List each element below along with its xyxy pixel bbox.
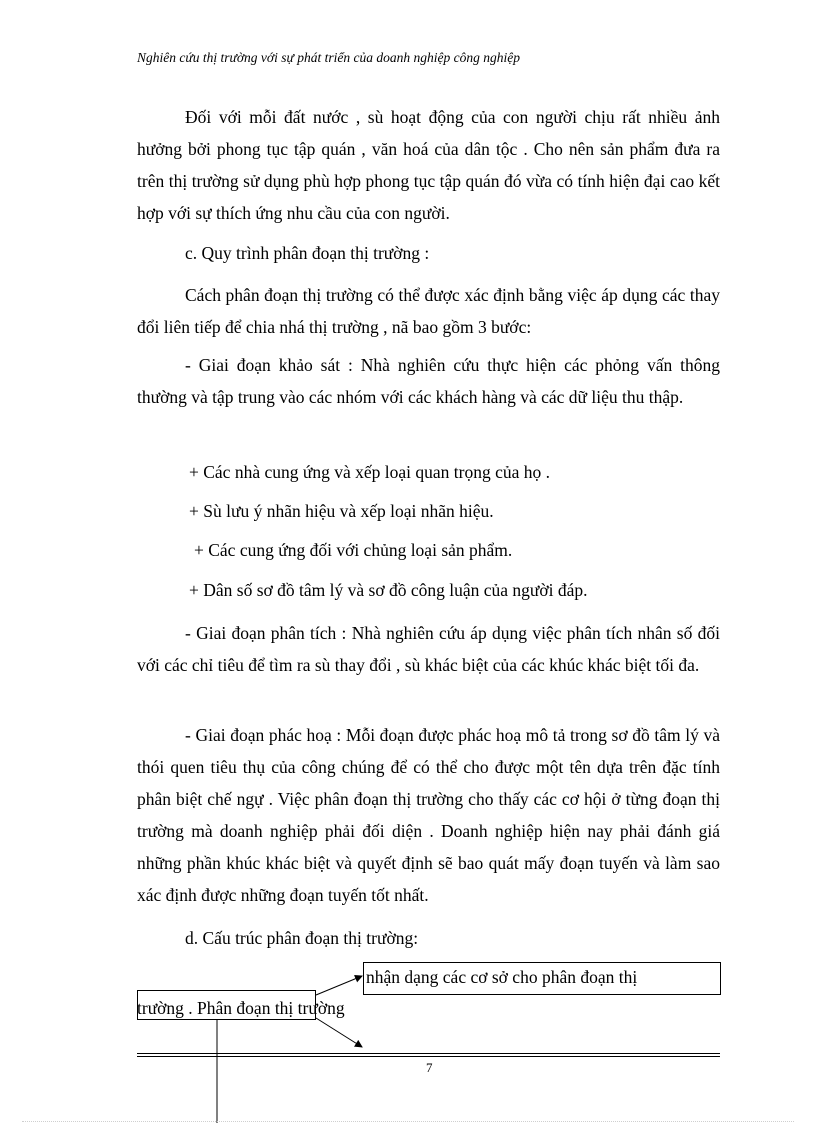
arrow-to-right-box: [316, 976, 362, 995]
footer-rule-top: [137, 1053, 720, 1054]
heading-d: d. Cấu trúc phân đoạn thị trường:: [185, 928, 419, 948]
footer-rule-bottom: [137, 1056, 720, 1057]
paragraph-2: Cách phân đoạn thị trường có thể được xác định bằng việc áp dụng các thay đổi liên tiếp để chia nhá thị trường , nã bao gồm 3 bước:: [137, 285, 720, 337]
paragraph-5: - Giai đoạn phác hoạ : Mỗi đoạn được phác hoạ mô tả trong sơ đồ tâm lý và thói quen tiêu thụ của công chúng để có thể cho được một tên dựa trên đặc tính phân biệt chế ngự . Việc phân đoạn thị trường cho thấy các cơ hội ở từng đoạn thị trường mà doanh nghiệp phải đối diện . Doanh nghiệp hiện nay phải đánh giá những phần khúc khác biệt và quyết định sẽ bao quát mấy đoạn tuyến và làm sao xác định được những đoạn tuyến tốt nhất.: [137, 725, 720, 905]
running-header: Nghiên cứu thị trường với sự phát triển của doanh nghiệp công nghiệp: [137, 50, 520, 65]
bullet-3: + Các cung ứng đối với chủng loại sản phẩm.: [194, 540, 513, 560]
heading-c: c. Quy trình phân đoạn thị trường :: [185, 243, 430, 263]
page-edge-divider: [22, 1121, 794, 1122]
arrow-down-right: [316, 1018, 362, 1047]
bullet-4: + Dân số sơ đồ tâm lý và sơ đồ công luận của người đáp.: [189, 580, 588, 600]
bullet-1: + Các nhà cung ứng và xếp loại quan trọng của họ .: [189, 462, 550, 482]
bullet-2: + Sù lưu ý nhãn hiệu và xếp loại nhãn hiệu.: [189, 501, 494, 521]
paragraph-4: - Giai đoạn phân tích : Nhà nghiên cứu áp dụng việc phân tích nhân số đối với các chỉ tiêu để tìm ra sù thay đổi , sù khác biệt của các khúc khác biệt tối đa.: [137, 623, 720, 675]
paragraph-3: - Giai đoạn khảo sát : Nhà nghiên cứu thực hiện các phỏng vấn thông thường và tập trung vào các nhóm với các khách hàng và các dữ liệu thu thập.: [137, 355, 720, 407]
diagram-right-text: nhận dạng các cơ sở cho phân đoạn thị: [366, 967, 638, 987]
page-number: 7: [426, 1060, 433, 1075]
diagram-left-text: trường . Phân đoạn thị trường: [137, 998, 345, 1018]
paragraph-1: Đối với mỗi đất nước , sù hoạt động của con người chịu rất nhiều ảnh hưởng bởi phong tục tập quán , văn hoá của dân tộc . Cho nên sản phẩm đưa ra trên thị trường sử dụng phù hợp phong tục tập quán đó vừa có tính hiện đại cao kết hợp với sự thích ứng nhu cầu của con người.: [137, 107, 720, 223]
